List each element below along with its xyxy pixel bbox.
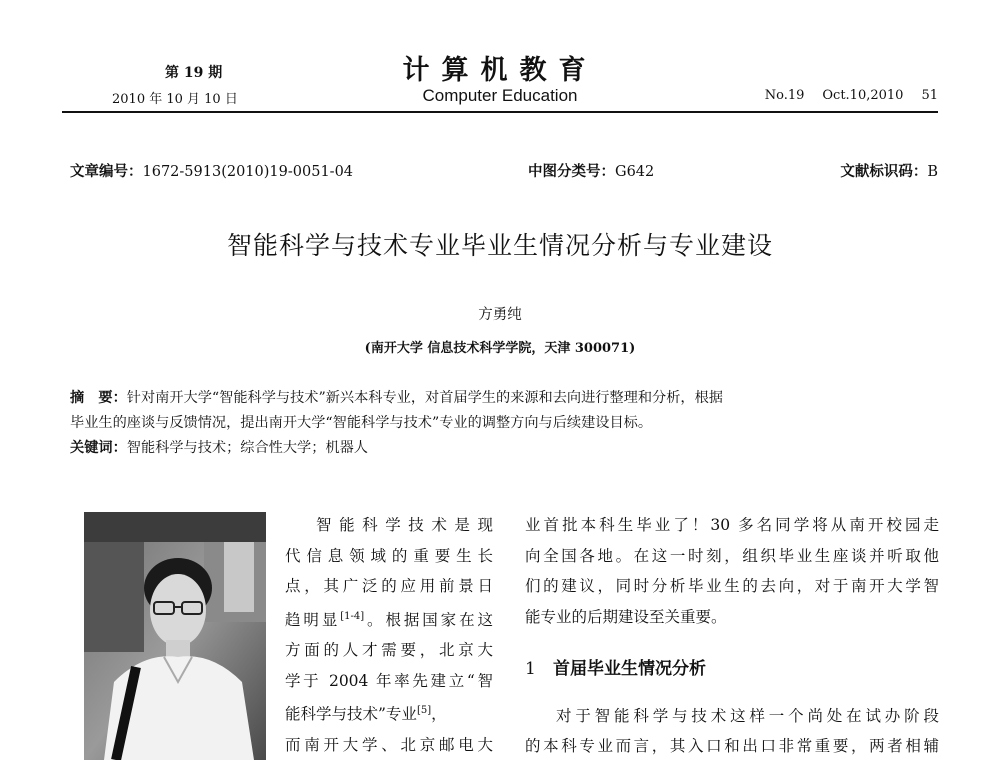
mid-line-6: 学于 2004 年率先建立“智 — [285, 671, 493, 690]
header-date: 2010 年 10 月 10 日 — [112, 92, 238, 107]
date-en: Oct.10,2010 — [822, 88, 904, 103]
mid-line-1: 智能科学技术是现 — [316, 516, 493, 534]
abstract-text-1: 针对南开大学“智能科学与技术”新兴本科专业，对首届学生的来源和去向进行整理和分析，根据 — [126, 390, 723, 406]
mid-line-7 — [285, 696, 493, 730]
right-line-1: 业首批本科生毕业了！30 多名同学将从南开校园走 — [525, 516, 939, 534]
keywords-text: 智能科学与技术；综合性大学；机器人 — [126, 440, 368, 456]
body-column-right — [525, 510, 939, 762]
doc-code-value: B — [927, 164, 938, 180]
clc-number — [528, 160, 654, 181]
author-name: 方勇纯 — [478, 307, 522, 323]
mid-line-4 — [285, 602, 493, 636]
article-title: 智能科学与技术专业毕业生情况分析与专业建设 — [226, 231, 773, 260]
author-photo — [84, 512, 266, 760]
journal-title-cn: 计算机教育 — [402, 55, 598, 86]
section-1-number: 1 — [525, 659, 536, 679]
right-line-3: 们的建议，同时分析毕业生的去向，对于南开大学智 — [525, 577, 939, 595]
citation-5: [5] — [416, 705, 432, 717]
header-issue-info — [747, 88, 938, 103]
journal-title-en: Computer Education — [422, 86, 578, 105]
article-number — [70, 160, 353, 181]
section-1-title: 首届毕业生情况分析 — [553, 659, 706, 679]
clc-label: 中图分类号： — [528, 164, 615, 180]
clc-value: G642 — [615, 164, 655, 180]
author-photo-image — [84, 512, 266, 760]
section-1-heading — [525, 654, 939, 685]
section-1-line-2: 的本科专业而言，其入口和出口非常重要，两者相辅 — [525, 737, 939, 755]
mid-line-8: 而南开大学、北京邮电大 — [285, 735, 493, 754]
article-number-label: 文章编号： — [70, 164, 143, 180]
doc-code-label: 文献标识码： — [840, 164, 928, 180]
mid-line-4-tail: 。根据国家在这 — [364, 610, 493, 629]
right-line-4: 能专业的后期建设至关重要。 — [525, 607, 727, 626]
page-number: 51 — [921, 88, 938, 103]
right-line-2: 向全国各地。在这一时刻，组织毕业生座谈并听取他 — [525, 546, 939, 565]
issue-en: No.19 — [764, 88, 805, 103]
section-1-line-1: 对于智能科学与技术这样一个尚处在试办阶段 — [556, 706, 939, 725]
body-column-middle — [285, 510, 493, 760]
article-number-value: 1672-5913(2010)19-0051-04 — [142, 164, 354, 180]
header-issue: 第 19 期 — [165, 65, 223, 81]
citation-1-4: [1-4] — [340, 610, 365, 622]
mid-line-4-text: 趋明显 — [285, 610, 341, 629]
abstract-line-1 — [70, 386, 938, 411]
mid-line-7-tail: ， — [431, 705, 447, 724]
abstract-block — [70, 386, 938, 461]
mid-line-7-text: 能科学与技术”专业 — [285, 705, 417, 724]
mid-line-2: 代信息领域的重要生长 — [285, 546, 493, 565]
author-affiliation: (南开大学 信息技术科学学院，天津 300071) — [364, 341, 636, 356]
keywords-line — [70, 436, 938, 461]
header-rule — [62, 111, 938, 113]
abstract-text-2: 毕业生的座谈与反馈情况，提出南开大学“智能科学与技术”专业的调整方向与后续建设目标。 — [70, 415, 653, 431]
document-code — [840, 160, 938, 181]
abstract-label: 摘 要： — [70, 390, 127, 406]
mid-line-5: 方面的人才需要，北京大 — [285, 641, 493, 660]
keywords-label: 关键词： — [70, 440, 127, 456]
mid-line-3: 点，其广泛的应用前景日 — [285, 577, 493, 595]
